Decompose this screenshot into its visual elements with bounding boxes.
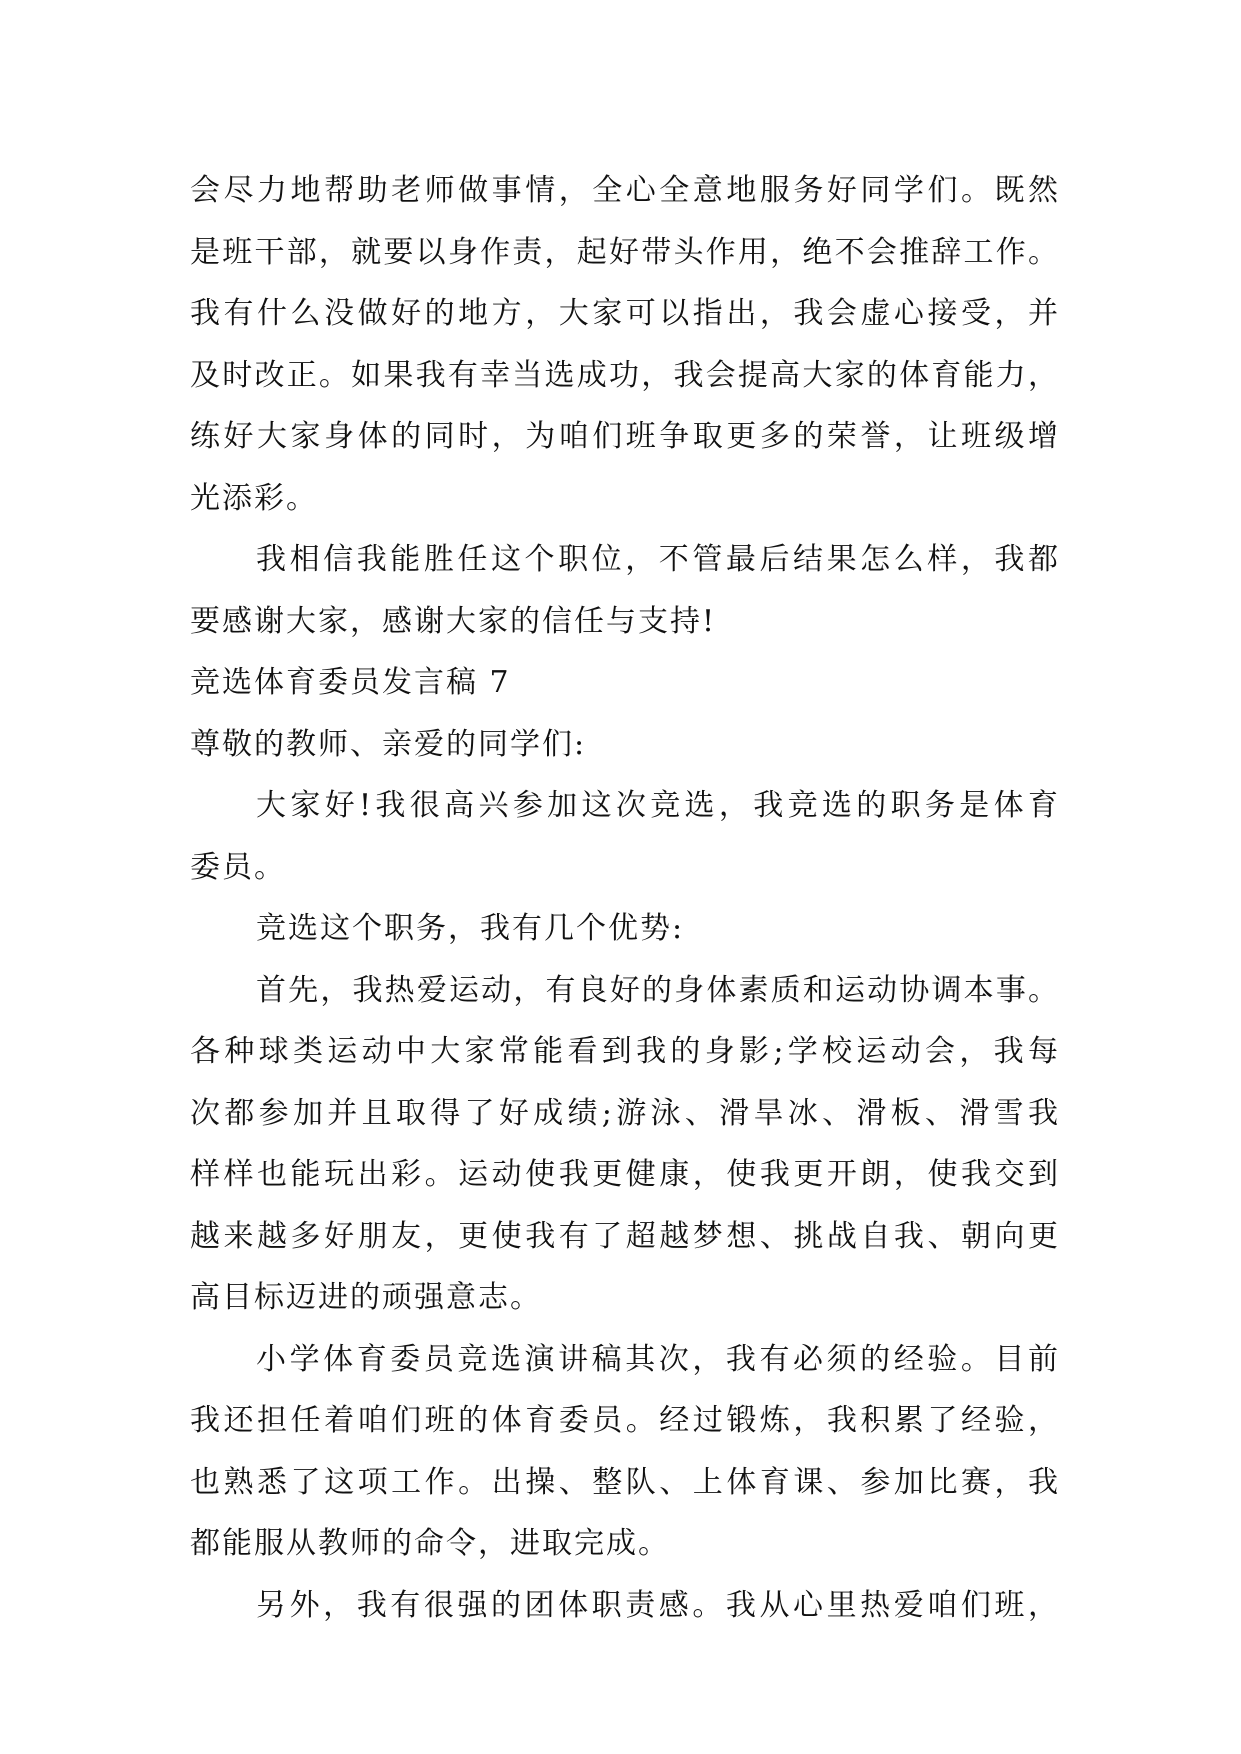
text-line: 越来越多好朋友，更使我有了超越梦想、挑战自我、朝向更: [190, 1218, 1060, 1254]
text-line: 也熟悉了这项工作。出操、整队、上体育课、参加比赛，我: [190, 1464, 1060, 1500]
text-line: 会尽力地帮助老师做事情，全心全意地服务好同学们。既然: [190, 173, 1060, 208]
text-line: 要感谢大家，感谢大家的信任与支持!: [190, 603, 717, 639]
text-line: 各种球类运动中大家常能看到我的身影;学校运动会，我每: [190, 1034, 1060, 1069]
paragraph-start-line: 小学体育委员竞选演讲稿其次，我有必须的经验。目前: [256, 1341, 1060, 1377]
text-line: 是班干部，就要以身作责，起好带头作用，绝不会推辞工作。: [190, 234, 1060, 270]
text-line: 及时改正。如果我有幸当选成功，我会提高大家的体育能力，: [190, 357, 1060, 393]
paragraph-start-line: 大家好!我很高兴参加这次竞选，我竞选的职务是体育: [256, 788, 1060, 823]
text-line: 高目标迈进的顽强意志。: [190, 1280, 542, 1315]
text-line: 都能服从教师的命令，进取完成。: [190, 1526, 670, 1561]
document-body: [190, 160, 1060, 1636]
paragraph-start-line: 我相信我能胜任这个职位，不管最后结果怎么样，我都: [256, 542, 1060, 577]
text-line: 委员。: [190, 849, 286, 885]
paragraph-start-line: 首先，我热爱运动，有良好的身体素质和运动协调本事。: [256, 972, 1060, 1008]
paragraph-start-line: 竞选这个职务，我有几个优势:: [256, 911, 685, 946]
text-line: 我还担任着咱们班的体育委员。经过锻炼，我积累了经验，: [190, 1403, 1060, 1438]
salutation: 尊敬的教师、亲爱的同学们:: [190, 726, 587, 762]
section-heading: 竞选体育委员发言稿 7: [190, 665, 511, 700]
paragraph-start-line: 另外，我有很强的团体职责感。我从心里热爱咱们班，: [256, 1587, 1060, 1623]
text-line: 次都参加并且取得了好成绩;游泳、滑旱冰、滑板、滑雪我: [190, 1095, 1060, 1131]
text-line: 我有什么没做好的地方，大家可以指出，我会虚心接受，并: [190, 296, 1060, 331]
text-line: 光添彩。: [190, 480, 318, 516]
text-line: 样样也能玩出彩。运动使我更健康，使我更开朗，使我交到: [190, 1157, 1060, 1192]
text-line: 练好大家身体的同时，为咱们班争取更多的荣誉，让班级增: [190, 419, 1060, 454]
